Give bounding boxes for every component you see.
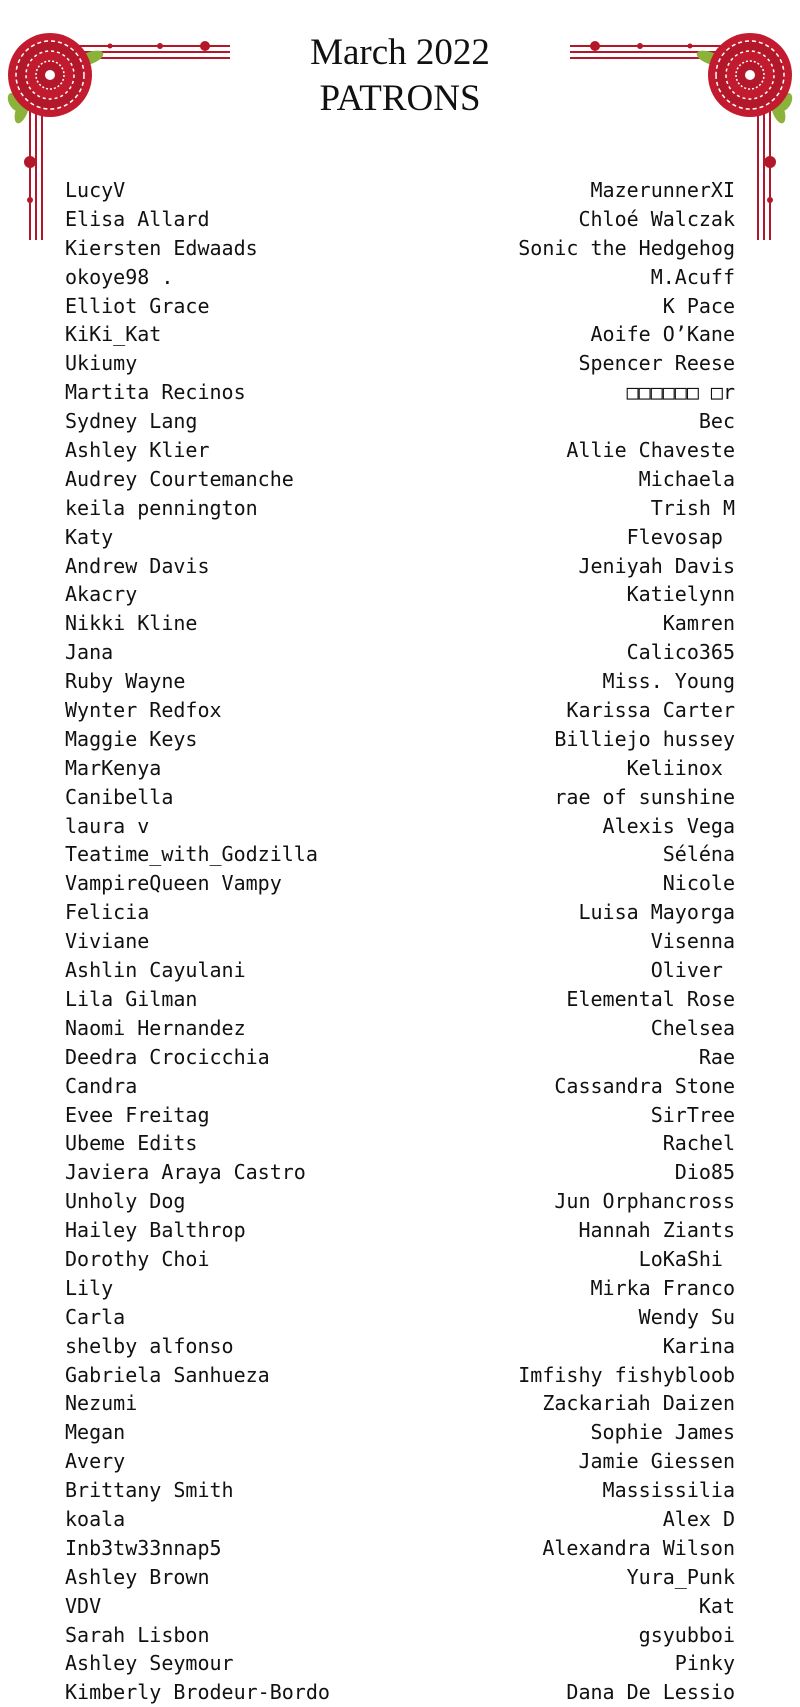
patron-row (65, 609, 735, 638)
patron-name-left: Ashley Klier (65, 438, 210, 463)
patron-name-right: Spencer Reese (578, 351, 735, 376)
patron-name-left: VDV (65, 1593, 102, 1618)
patron-name-left: Katy (65, 524, 114, 549)
patron-name-left: Viviane (65, 929, 150, 954)
patron-row (65, 494, 735, 523)
patron-row (65, 985, 735, 1014)
patron-name-right: Aoife O’Kane (590, 322, 735, 347)
patron-row (65, 754, 735, 783)
patron-name-right: Calico365 (626, 640, 735, 665)
patron-list (65, 176, 735, 1707)
patron-name-right: K Pace (662, 293, 735, 318)
patron-row (65, 1043, 735, 1072)
patron-row (65, 1563, 735, 1592)
patron-row (65, 1129, 735, 1158)
patron-name-right: MazerunnerXI (590, 178, 735, 202)
patron-name-right: Wendy Su (638, 1304, 735, 1329)
patron-row (65, 1014, 735, 1043)
patron-name-right: Kat (698, 1593, 735, 1618)
patron-row (65, 696, 735, 725)
patron-name-left: Nezumi (65, 1391, 138, 1416)
patron-name-left: koala (65, 1506, 126, 1531)
patron-row (65, 927, 735, 956)
patron-name-right: Alex D (662, 1506, 735, 1531)
patron-row (65, 1303, 735, 1332)
patron-row (65, 1649, 735, 1678)
patron-name-left: Kimberly Brodeur-Bordo (65, 1680, 330, 1705)
patron-name-left: Andrew Davis (65, 553, 210, 578)
patron-row (65, 320, 735, 349)
patron-name-left: Ashlin Cayulani (65, 958, 246, 983)
patron-name-right: Trish M (650, 495, 735, 520)
patron-row (65, 956, 735, 985)
patron-row (65, 783, 735, 812)
patron-name-left: shelby alfonso (65, 1333, 234, 1358)
patron-name-left: Teatime_with_Godzilla (65, 842, 318, 867)
patron-name-right: Hannah Ziants (578, 1218, 735, 1243)
patron-name-left: Elliot Grace (65, 293, 210, 318)
patron-row (65, 898, 735, 927)
patron-name-right: Bec (698, 409, 735, 434)
patron-name-left: Sydney Lang (65, 409, 198, 434)
patron-name-right: Luisa Mayorga (578, 900, 735, 925)
patron-name-left: Avery (65, 1449, 126, 1474)
patron-name-left: Jana (65, 640, 114, 665)
patron-name-left: Sarah Lisbon (65, 1622, 210, 1647)
patron-row (65, 1621, 735, 1650)
patron-name-right: Yura_Punk (626, 1564, 735, 1589)
patron-row (65, 1505, 735, 1534)
patron-name-left: Javiera Araya Castro (65, 1160, 306, 1185)
patron-name-left: Ubeme Edits (65, 1131, 198, 1156)
patron-name-right: Keliinox (626, 755, 735, 780)
title-month: March 2022 (310, 32, 490, 73)
patron-name-right: Jun Orphancross (554, 1189, 735, 1214)
patron-row (65, 1158, 735, 1187)
patron-row (65, 1274, 735, 1303)
patron-name-right: Sonic the Hedgehog (518, 235, 735, 260)
patron-row (65, 1418, 735, 1447)
patron-name-right: Séléna (662, 842, 735, 867)
patron-name-right: gsyubboi (638, 1622, 735, 1647)
patron-name-left: Audrey Courtemanche (65, 466, 294, 491)
patron-row (65, 580, 735, 609)
patron-name-left: Felicia (65, 900, 150, 925)
patron-row (65, 1072, 735, 1101)
patron-name-right: Cassandra Stone (554, 1073, 735, 1098)
patron-name-left: Deedra Crocicchia (65, 1044, 270, 1069)
patron-row (65, 349, 735, 378)
title-patrons: PATRONS (319, 78, 481, 119)
patron-name-left: Lily (65, 1275, 114, 1300)
patron-name-right: rae of sunshine (554, 784, 735, 809)
patron-name-right: Chloé Walczak (578, 206, 735, 231)
patron-name-right: Billiejo hussey (554, 726, 735, 751)
patron-name-right: Karina (662, 1333, 735, 1358)
patron-row (65, 1332, 735, 1361)
page-title (0, 30, 800, 122)
patron-name-left: Wynter Redfox (65, 698, 222, 723)
patron-row (65, 1534, 735, 1563)
patron-row (65, 1447, 735, 1476)
patron-name-right: LoKaShi (638, 1246, 735, 1271)
patron-name-left: keila pennington (65, 495, 258, 520)
patron-name-left: Martita Recinos (65, 380, 246, 405)
patron-row (65, 1361, 735, 1390)
patron-name-right: Jeniyah Davis (578, 553, 735, 578)
patron-row (65, 234, 735, 263)
patron-row (65, 1216, 735, 1245)
patron-name-left: Gabriela Sanhueza (65, 1362, 270, 1387)
patron-name-left: MarKenya (65, 755, 162, 780)
patron-name-left: Ashley Seymour (65, 1651, 234, 1676)
patron-row (65, 465, 735, 494)
patron-name-right: Kamren (662, 611, 735, 636)
patron-row (65, 812, 735, 841)
patron-name-right: Massissilia (602, 1478, 735, 1503)
patron-row (65, 176, 735, 205)
patron-row (65, 1101, 735, 1130)
patron-name-left: Kiersten Edwaads (65, 235, 258, 260)
patron-row (65, 1476, 735, 1505)
patron-name-left: Naomi Hernandez (65, 1015, 246, 1040)
patron-name-left: Candra (65, 1073, 138, 1098)
patron-row (65, 1592, 735, 1621)
patron-name-left: LucyV (65, 178, 126, 202)
patron-name-left: KiKi_Kat (65, 322, 162, 347)
patron-row (65, 840, 735, 869)
patron-name-right: Jamie Giessen (578, 1449, 735, 1474)
patron-name-left: Canibella (65, 784, 174, 809)
patron-row (65, 1389, 735, 1418)
patron-name-left: Hailey Balthrop (65, 1218, 246, 1243)
patron-name-right: M.Acuff (650, 264, 735, 289)
patron-row (65, 378, 735, 407)
patron-name-right: Pinky (674, 1651, 735, 1676)
patron-name-right: Sophie James (590, 1420, 735, 1445)
patron-name-left: Inb3tw33nnap5 (65, 1535, 222, 1560)
patron-name-right: Karissa Carter (566, 698, 735, 723)
patron-name-right: Visenna (650, 929, 735, 954)
patron-row (65, 667, 735, 696)
patron-name-right: Alexis Vega (602, 813, 735, 838)
patron-name-left: Akacry (65, 582, 138, 607)
patron-name-left: Evee Freitag (65, 1102, 210, 1127)
patron-name-left: Brittany Smith (65, 1478, 234, 1503)
patron-name-right: Rae (698, 1044, 735, 1069)
patron-name-left: Dorothy Choi (65, 1246, 210, 1271)
patron-name-right: Flevosap (626, 524, 735, 549)
patron-row (65, 205, 735, 234)
patron-name-right: Dana De Lessio (566, 1680, 735, 1705)
patron-name-right: Michaela (638, 466, 735, 491)
patron-name-left: okoye98 . (65, 264, 174, 289)
patron-name-right: Katielynn (626, 582, 735, 607)
patron-name-left: Unholy Dog (65, 1189, 186, 1214)
patron-row (65, 436, 735, 465)
patron-row (65, 869, 735, 898)
patron-row (65, 292, 735, 321)
patron-row (65, 1187, 735, 1216)
patron-row (65, 263, 735, 292)
patron-name-left: Maggie Keys (65, 726, 198, 751)
patron-name-right: Miss. Young (602, 669, 735, 694)
patron-row (65, 523, 735, 552)
patron-name-right: Zackariah Daizen (542, 1391, 735, 1416)
patron-name-left: Elisa Allard (65, 206, 210, 231)
patron-row (65, 1678, 735, 1707)
patron-row (65, 552, 735, 581)
patron-name-left: laura v (65, 813, 150, 838)
patron-row (65, 1245, 735, 1274)
patron-name-right: □□□□□□ □r (626, 380, 735, 405)
patron-name-right: Nicole (662, 871, 735, 896)
patron-name-right: Elemental Rose (566, 986, 735, 1011)
patron-name-right: Imfishy fishybloob (518, 1362, 735, 1387)
patron-row (65, 407, 735, 436)
patron-name-left: Lila Gilman (65, 986, 198, 1011)
patron-name-right: Allie Chaveste (566, 438, 735, 463)
patron-name-right: Dio85 (674, 1160, 735, 1185)
patron-name-left: Megan (65, 1420, 126, 1445)
patron-name-right: Mirka Franco (590, 1275, 735, 1300)
patron-name-left: Ukiumy (65, 351, 138, 376)
patron-row (65, 725, 735, 754)
patron-name-right: Rachel (662, 1131, 735, 1156)
patron-name-left: Nikki Kline (65, 611, 198, 636)
patron-name-right: SirTree (650, 1102, 735, 1127)
patron-name-left: VampireQueen Vampy (65, 871, 282, 896)
patron-row (65, 638, 735, 667)
patron-name-right: Chelsea (650, 1015, 735, 1040)
patron-name-left: Ruby Wayne (65, 669, 186, 694)
patron-name-right: Oliver (650, 958, 735, 983)
patron-name-left: Carla (65, 1304, 126, 1329)
patron-name-left: Ashley Brown (65, 1564, 210, 1589)
patron-name-right: Alexandra Wilson (542, 1535, 735, 1560)
